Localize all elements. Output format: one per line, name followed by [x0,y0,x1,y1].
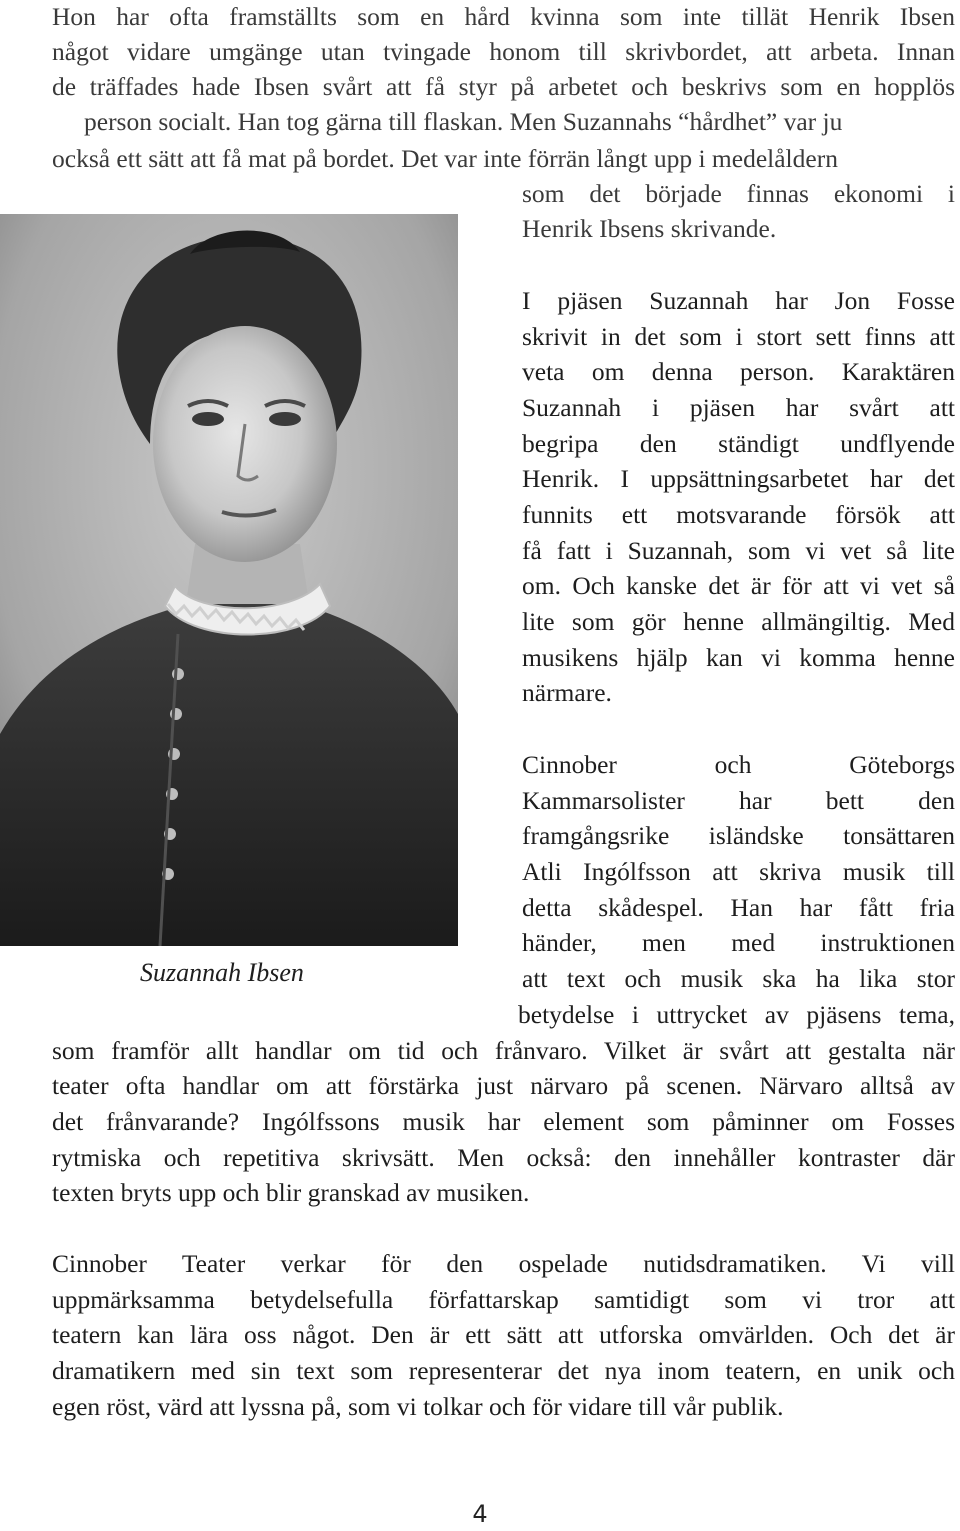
body-line: texten bryts upp och blir granskad av musiken. [52,1178,530,1207]
body-line: att text och musik ska ha lika stor [522,964,955,993]
body-line: Cinnober Teater verkar för den ospelade nutidsdramatiken. Vi vill [52,1249,955,1278]
body-line: närmare. [522,678,612,707]
page-number: 4 [472,1500,488,1528]
body-line: Kammarsolister har bett den [522,786,955,815]
body-line: lite som gör henne allmängiltig. Med [522,607,955,636]
intro-line: Hon har ofta framställts som en hård kvinna som inte tillät Henrik Ibsen [52,2,955,31]
body-line: det frånvarande? Ingólfssons musik har element som påminner om Fosses [52,1107,955,1136]
intro-line: person socialt. Han tog gärna till flaskan. Men Suzannahs “hårdhet” var ju [84,107,843,136]
body-line: musikens hjälp kan vi komma henne [522,643,955,672]
body-line: Suzannah i pjäsen har svårt att [522,393,955,422]
body-line: egen röst, värd att lyssna på, som vi tolkar och för vidare till vår publik. [52,1392,784,1421]
body-line: betydelse i uttrycket av pjäsens tema, [518,1000,955,1029]
body-line: veta om denna person. Karaktären [522,357,955,386]
intro-line: också ett sätt att få mat på bordet. Det var inte förrän långt upp i medelåldern [52,144,838,173]
body-line: teater ofta handlar om att förstärka just närvaro på scenen. Närvaro alltså av [52,1071,955,1100]
body-line: uppmärksamma betydelsefulla författarskap samtidigt som vi tror att [52,1285,955,1314]
body-line: Henrik. I uppsättningsarbetet har det [522,464,955,493]
body-line: detta skådespel. Han har fått fria [522,893,955,922]
body-line: Henrik Ibsens skrivande. [522,214,777,243]
body-line: I pjäsen Suzannah har Jon Fosse [522,286,955,315]
body-line: Cinnober och Göteborgs [522,750,955,779]
body-line: om. Och kanske det är för att vi vet så [522,571,955,600]
body-line: händer, men med instruktionen [522,928,955,957]
body-line: få fatt i Suzannah, som vi vet så lite [522,536,955,565]
portrait-photo [0,214,458,946]
body-line: skrivit in det som i stort sett finns att [522,322,955,351]
body-line: begripa den ständigt undflyende [522,429,955,458]
body-line: som framför allt handlar om tid och frånvaro. Vilket är svårt att gestalta när [52,1036,955,1065]
body-line: dramatikern med sin text som representerar det nya inom teatern, en unik och [52,1356,955,1385]
body-line: framgångsrike isländske tonsättaren [522,821,955,850]
photo-caption: Suzannah Ibsen [140,958,304,987]
intro-line: de träffades hade Ibsen svårt att få styr på arbetet och beskrivs som en hopplös [52,72,955,101]
body-line: Atli Ingólfsson att skriva musik till [522,857,955,886]
body-line: rytmiska och repetitiva skrivsätt. Men också: den innehåller kontraster där [52,1143,955,1172]
body-line: teatern kan lära oss något. Den är ett sätt att utforska omvärlden. Och det är [52,1320,955,1349]
body-line: funnits ett motsvarande försök att [522,500,955,529]
body-line: som det började finnas ekonomi i [522,179,955,208]
intro-line: något vidare umgänge utan tvingade honom till skrivbordet, att arbeta. Innan [52,37,955,66]
